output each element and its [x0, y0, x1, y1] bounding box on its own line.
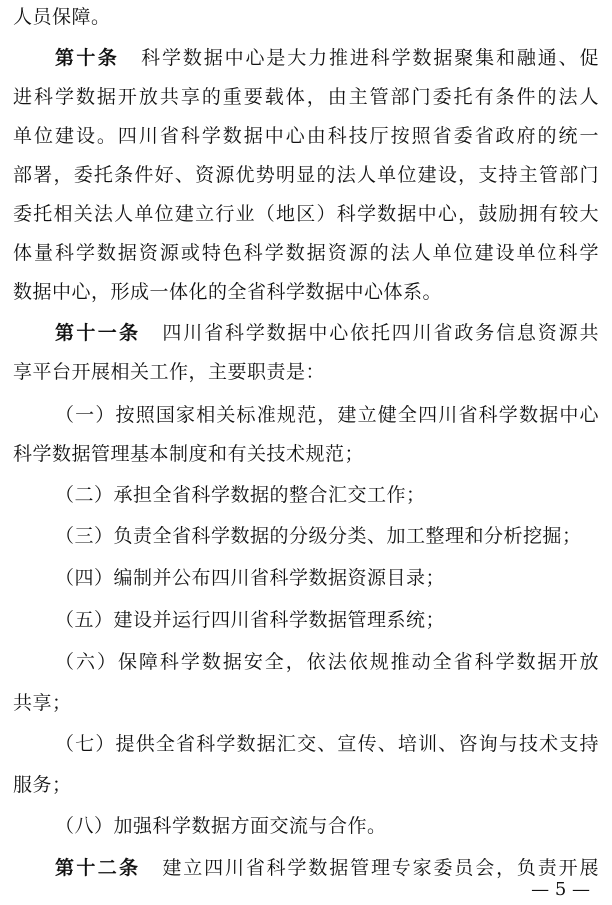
text-line: （三）负责全省科学数据的分级分类、加工整理和分析挖掘；	[55, 525, 582, 547]
text-line: 服务；	[13, 774, 72, 796]
article-10-first-line	[55, 41, 599, 75]
text-line: 体量科学数据资源或特色科学数据资源的法人单位建设单位科学	[13, 242, 599, 264]
text-line: 共享；	[13, 692, 72, 714]
article-label: 第十二条	[55, 857, 141, 879]
text-line: 享平台开展相关工作，主要职责是：	[13, 361, 326, 383]
text-line: （一）按照国家相关标准规范，建立健全四川省科学数据中心	[55, 404, 599, 426]
text-line: 部署，委托条件好、资源优势明显的法人单位建设，支持主管部门	[13, 164, 599, 186]
text-line: （八）加强科学数据方面交流与合作。	[55, 815, 387, 837]
text-line: （二）承担全省科学数据的整合汇交工作；	[55, 484, 426, 506]
article-12-first-line	[55, 851, 599, 885]
text-line: （六）保障科学数据安全，依法依规推动全省科学数据开放	[55, 651, 599, 673]
article-text: 四川省科学数据中心依托四川省政务信息资源共	[162, 322, 599, 344]
text-line: 委托相关法人单位建立行业（地区）科学数据中心，鼓励拥有较大	[13, 203, 599, 225]
text-line: 科学数据管理基本制度和有关技术规范；	[13, 443, 365, 465]
article-text: 科学数据中心是大力推进科学数据聚集和融通、促	[141, 47, 599, 69]
text-line: （七）提供全省科学数据汇交、宣传、培训、咨询与技术支持	[55, 733, 599, 755]
text-line: 进科学数据开放共享的重要载体，由主管部门委托有条件的法人	[13, 86, 599, 108]
text-line: 人员保障。	[13, 6, 111, 28]
article-text: 建立四川省科学数据管理专家委员会，负责开展	[162, 857, 599, 879]
text-line: 数据中心，形成一体化的全省科学数据中心体系。	[13, 281, 443, 303]
text-line: （五）建设并运行四川省科学数据管理系统；	[55, 609, 446, 631]
text-line: （四）编制并公布四川省科学数据资源目录；	[55, 567, 446, 589]
page-number: — 5 —	[531, 879, 590, 900]
article-label: 第十条	[55, 47, 120, 69]
article-11-first-line	[55, 316, 599, 350]
article-label: 第十一条	[55, 322, 141, 344]
text-line: 单位建设。四川省科学数据中心由科技厅按照省委省政府的统一	[13, 125, 599, 147]
